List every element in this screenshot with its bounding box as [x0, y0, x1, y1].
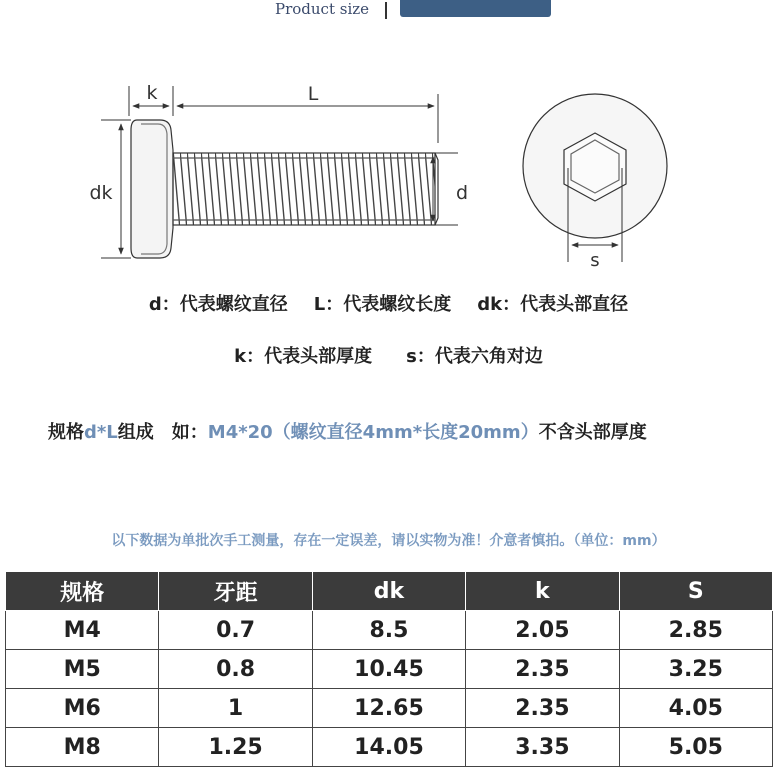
label-d: d: [455, 182, 469, 204]
table-cell: 0.8: [159, 650, 312, 689]
header-cell: dk: [312, 572, 465, 611]
legend-d: d：代表螺纹直径: [148, 294, 288, 315]
table-cell: 10.45: [312, 650, 465, 689]
table-cell: 2.35: [466, 650, 619, 689]
table-cell: 14.05: [312, 728, 465, 767]
table-cell: 8.5: [312, 611, 465, 650]
legend-s: s：代表六角对边: [406, 346, 543, 367]
legend-k: k：代表头部厚度: [234, 346, 373, 367]
spec-format-note: [48, 418, 647, 444]
table-cell: M6: [6, 689, 159, 728]
header-cell: k: [466, 572, 619, 611]
table-row: [6, 728, 773, 767]
spec-note-part2: d*L: [84, 422, 118, 443]
size-spec-table: [5, 572, 773, 767]
spec-note-part3: 组成 如：: [117, 422, 208, 443]
spec-note-part5: 不含头部厚度: [538, 422, 647, 443]
label-L: L: [307, 83, 319, 105]
product-size-title: Product size: [275, 0, 370, 18]
table-cell: 2.85: [619, 611, 772, 650]
legend-line-1: [0, 290, 777, 316]
header-cell: 规格: [6, 572, 159, 611]
table-cell: M5: [6, 650, 159, 689]
spec-note-example: M4*20（螺纹直径4mm*长度20mm）: [207, 422, 539, 443]
label-k: k: [146, 82, 158, 104]
screw-dimension-diagram: [0, 0, 777, 290]
screw-side-view: [101, 86, 458, 258]
table-row: [6, 689, 773, 728]
measurement-notice: 以下数据为单批次手工测量，存在一定误差，请以实物为准！介意者慎拍。（单位：mm）: [111, 533, 666, 549]
label-dk: dk: [89, 182, 113, 204]
legend-dk: dk：代表头部直径: [477, 294, 629, 315]
legend-L: L：代表螺纹长度: [313, 294, 452, 315]
table-cell: 1: [159, 689, 312, 728]
screw-head-top-view: [523, 94, 667, 262]
table-cell: 12.65: [312, 689, 465, 728]
table-cell: 1.25: [159, 728, 312, 767]
table-header-row: [6, 572, 773, 611]
table-cell: 5.05: [619, 728, 772, 767]
table-cell: 0.7: [159, 611, 312, 650]
table-cell: M8: [6, 728, 159, 767]
table-cell: 4.05: [619, 689, 772, 728]
table-cell: 2.35: [466, 689, 619, 728]
header-cell: S: [619, 572, 772, 611]
table-cell: 3.35: [466, 728, 619, 767]
table-cell: M4: [6, 611, 159, 650]
table-row: [6, 650, 773, 689]
header-cell: 牙距: [159, 572, 312, 611]
table-cell: 3.25: [619, 650, 772, 689]
label-s: s: [590, 250, 600, 271]
spec-note-part1: 规格: [48, 422, 84, 443]
table-row: [6, 611, 773, 650]
table-cell: 2.05: [466, 611, 619, 650]
legend-line-2: [0, 342, 777, 368]
